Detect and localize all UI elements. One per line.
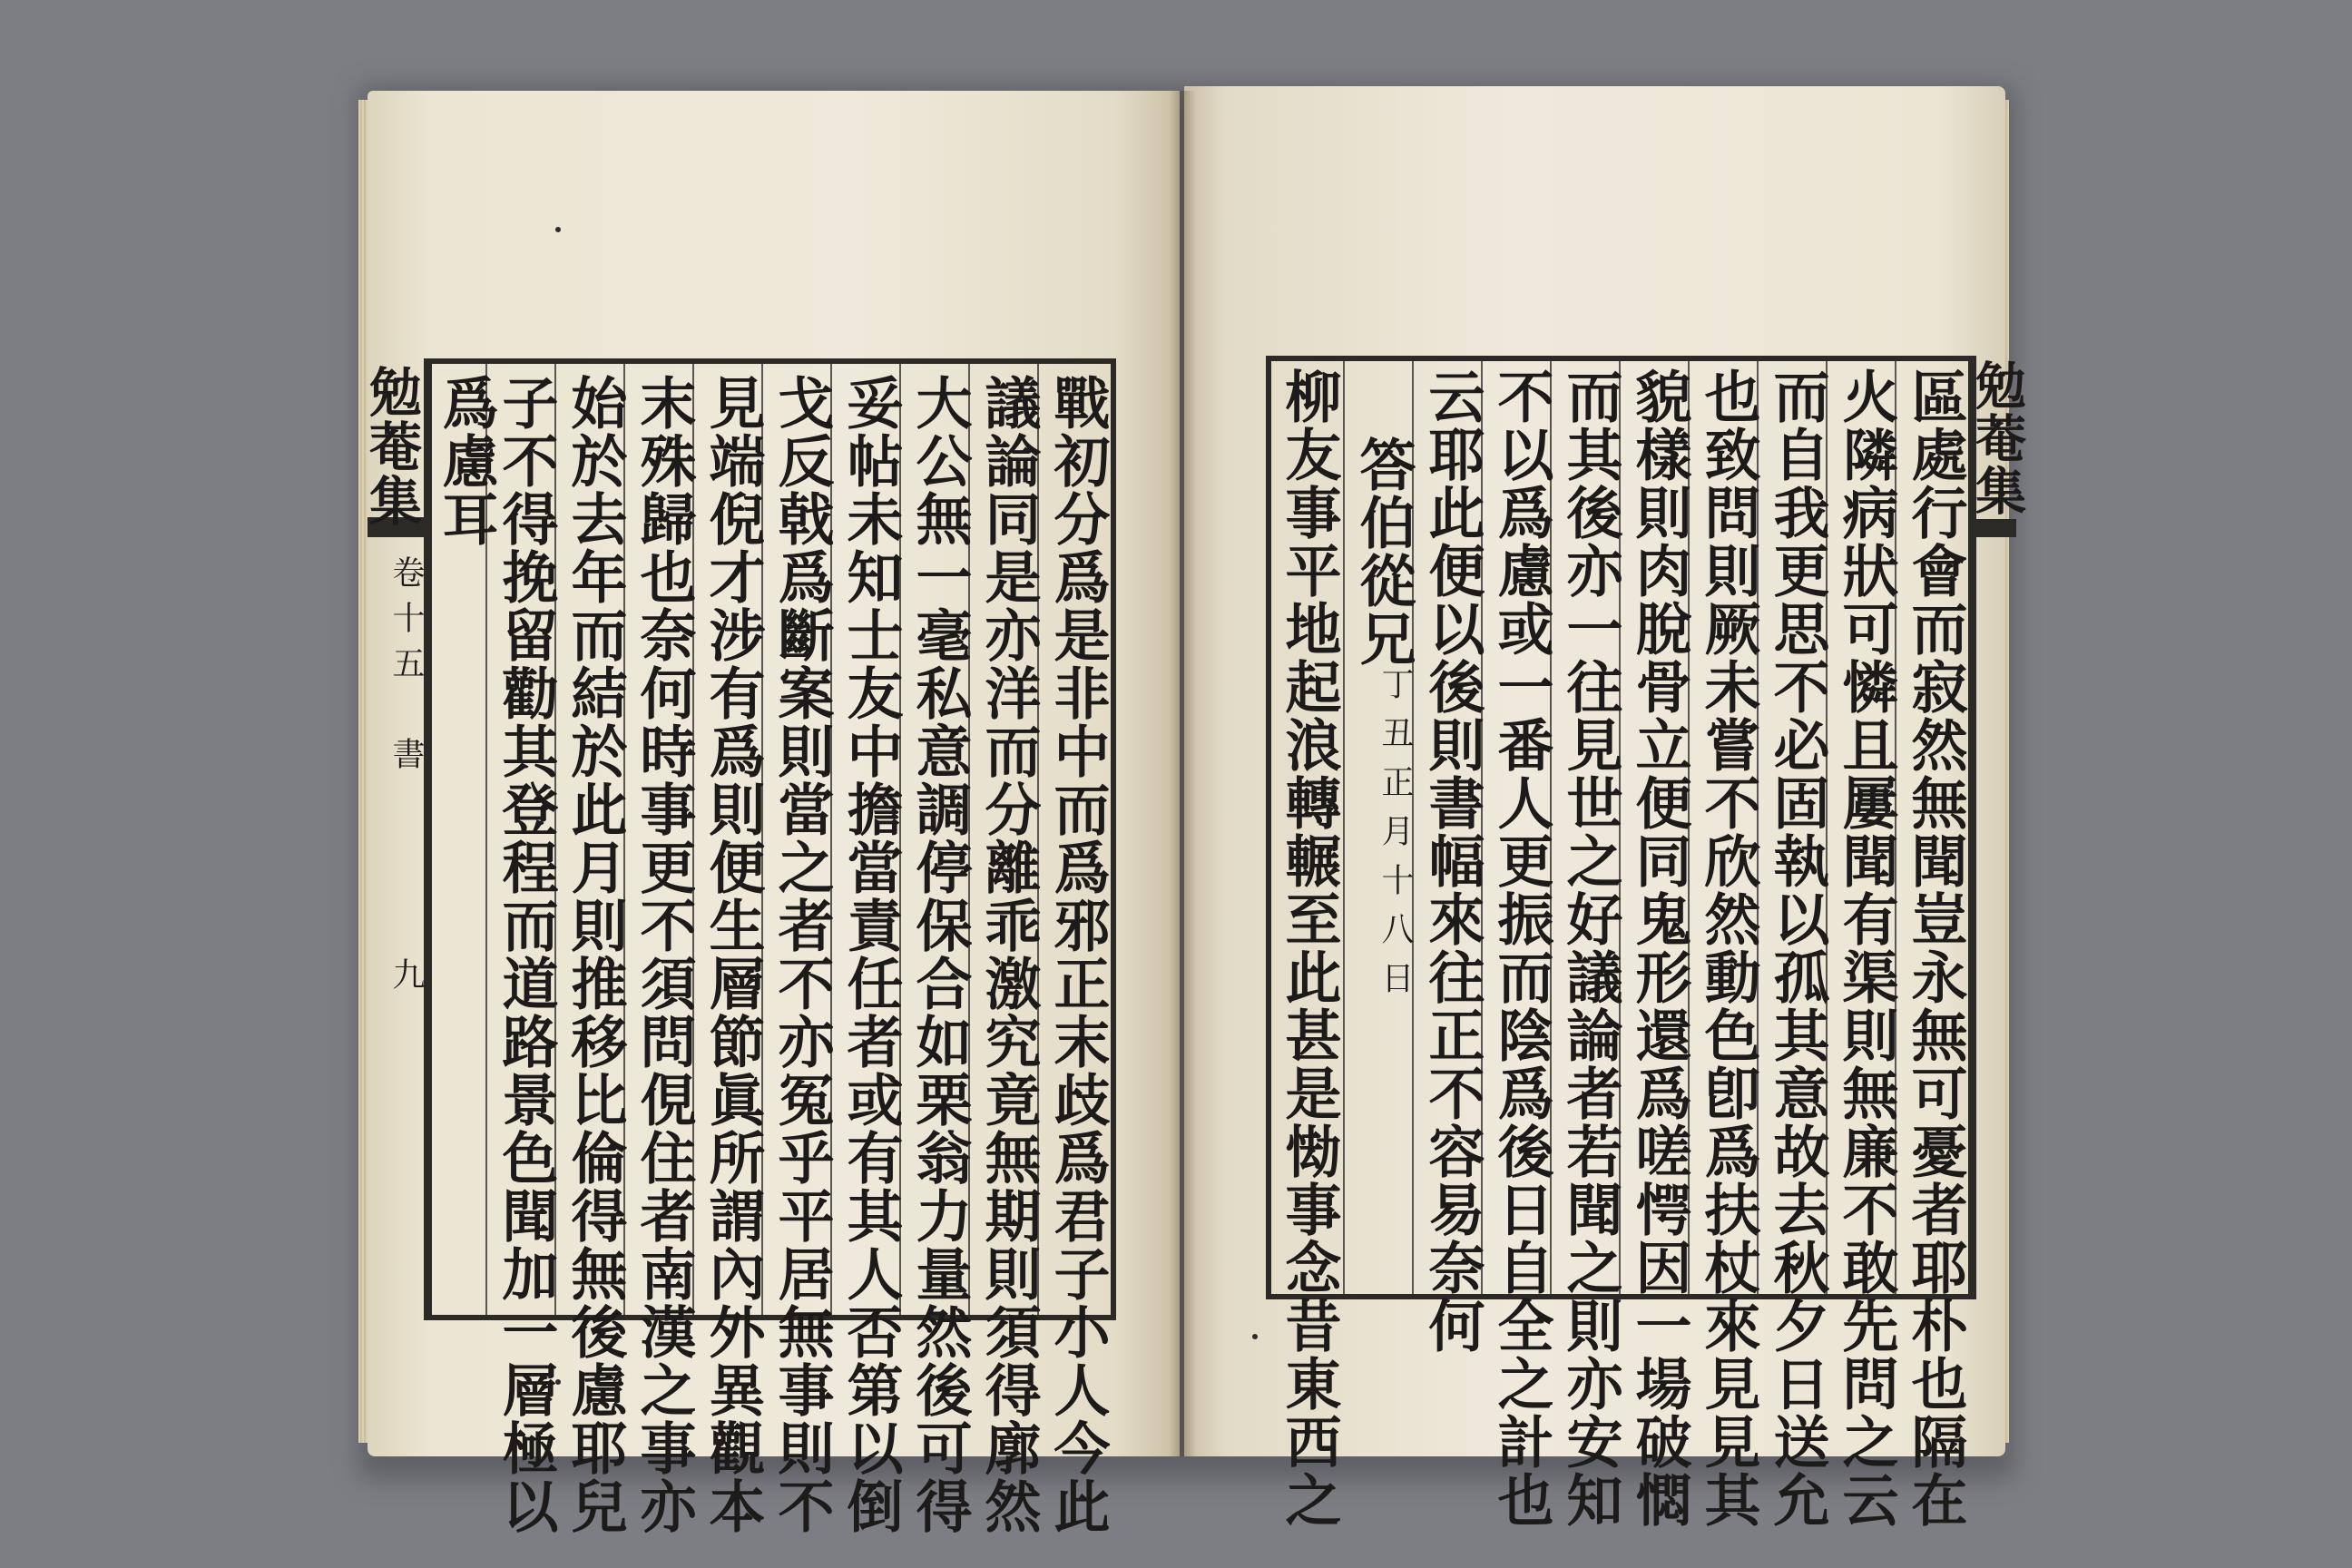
right-column-10: 柳友事平地起浪轉輾至此甚是㤼事念昔東西之 [1276,368,1342,1529]
right-margin-title: 勉菴集 [1967,359,2027,517]
left-margin-title: 勉菴集 [360,365,422,528]
left-column-3: 大公無一毫私意調停保合如栗翁力量然後可得 [906,374,973,1535]
book-gutter [1169,91,1196,1456]
right-column-5: 貌樣則肉脫骨立便同鬼形還爲嗟愕因一場破㦖 [1626,368,1692,1529]
left-column-7: 末殊歸也奈何時事更不須問俔住者南漢之事亦 [631,374,697,1535]
left-margin-page-number: 九 [387,957,425,1003]
right-column-6: 而其後亦一往見世之好議論者若聞之則亦安知 [1557,368,1623,1529]
fish-tail-mark [1976,519,2016,537]
right-column-3: 而自我更思不必固執以孤其意故去秋夕日送允 [1764,368,1830,1529]
left-column-2: 議論同是亦洋而分離乖激究竟無期則須得廓然 [975,374,1042,1535]
left-column-5: 戈反戟爲斷案則當之者不亦冤乎平居無事則不 [769,374,835,1535]
letter-heading: 答伯從兄 [1350,436,1416,668]
ink-speck [555,227,561,232]
right-column-8: 云耶此便以後則書幅來往正不容易奈何 [1419,368,1485,1355]
letter-date: 丁丑正月十八日 [1377,667,1414,1010]
right-column-7: 不以爲慮或一番人更振而陰爲後日自全之計也 [1488,368,1554,1529]
left-column-4: 妥帖未知士友中擔當責任者或有其人否第以倒 [838,374,904,1535]
right-column-4: 也致問則厥未嘗不欣然動色卽爲扶杖來見見其 [1695,368,1761,1529]
left-column-1: 戰初分爲是非中而爲邪正末歧爲君子小人今此 [1044,374,1111,1535]
left-column-10: 爲慮耳 [433,374,499,548]
right-column-2: 火隣病狀可憐且屢聞有渠則無廉不敢先問之云 [1833,368,1899,1529]
left-column-9: 子不得挽留勸其登程而道路景色聞加一層極以 [493,374,559,1535]
ink-speck [1252,1334,1258,1339]
left-margin-section: 書 [387,737,425,782]
right-column-1: 區處行會而寂然無聞豈永無可憂者耶朴也隔在 [1902,368,1968,1529]
column-rule [1343,361,1345,1294]
left-column-6: 見端倪才涉有爲則便生層節眞所謂內外異觀本 [700,374,766,1535]
left-margin-volume: 卷十五 [387,555,425,691]
left-column-8: 始於去年而結於此月則推移比倫得無後慮耶兒 [562,374,628,1535]
